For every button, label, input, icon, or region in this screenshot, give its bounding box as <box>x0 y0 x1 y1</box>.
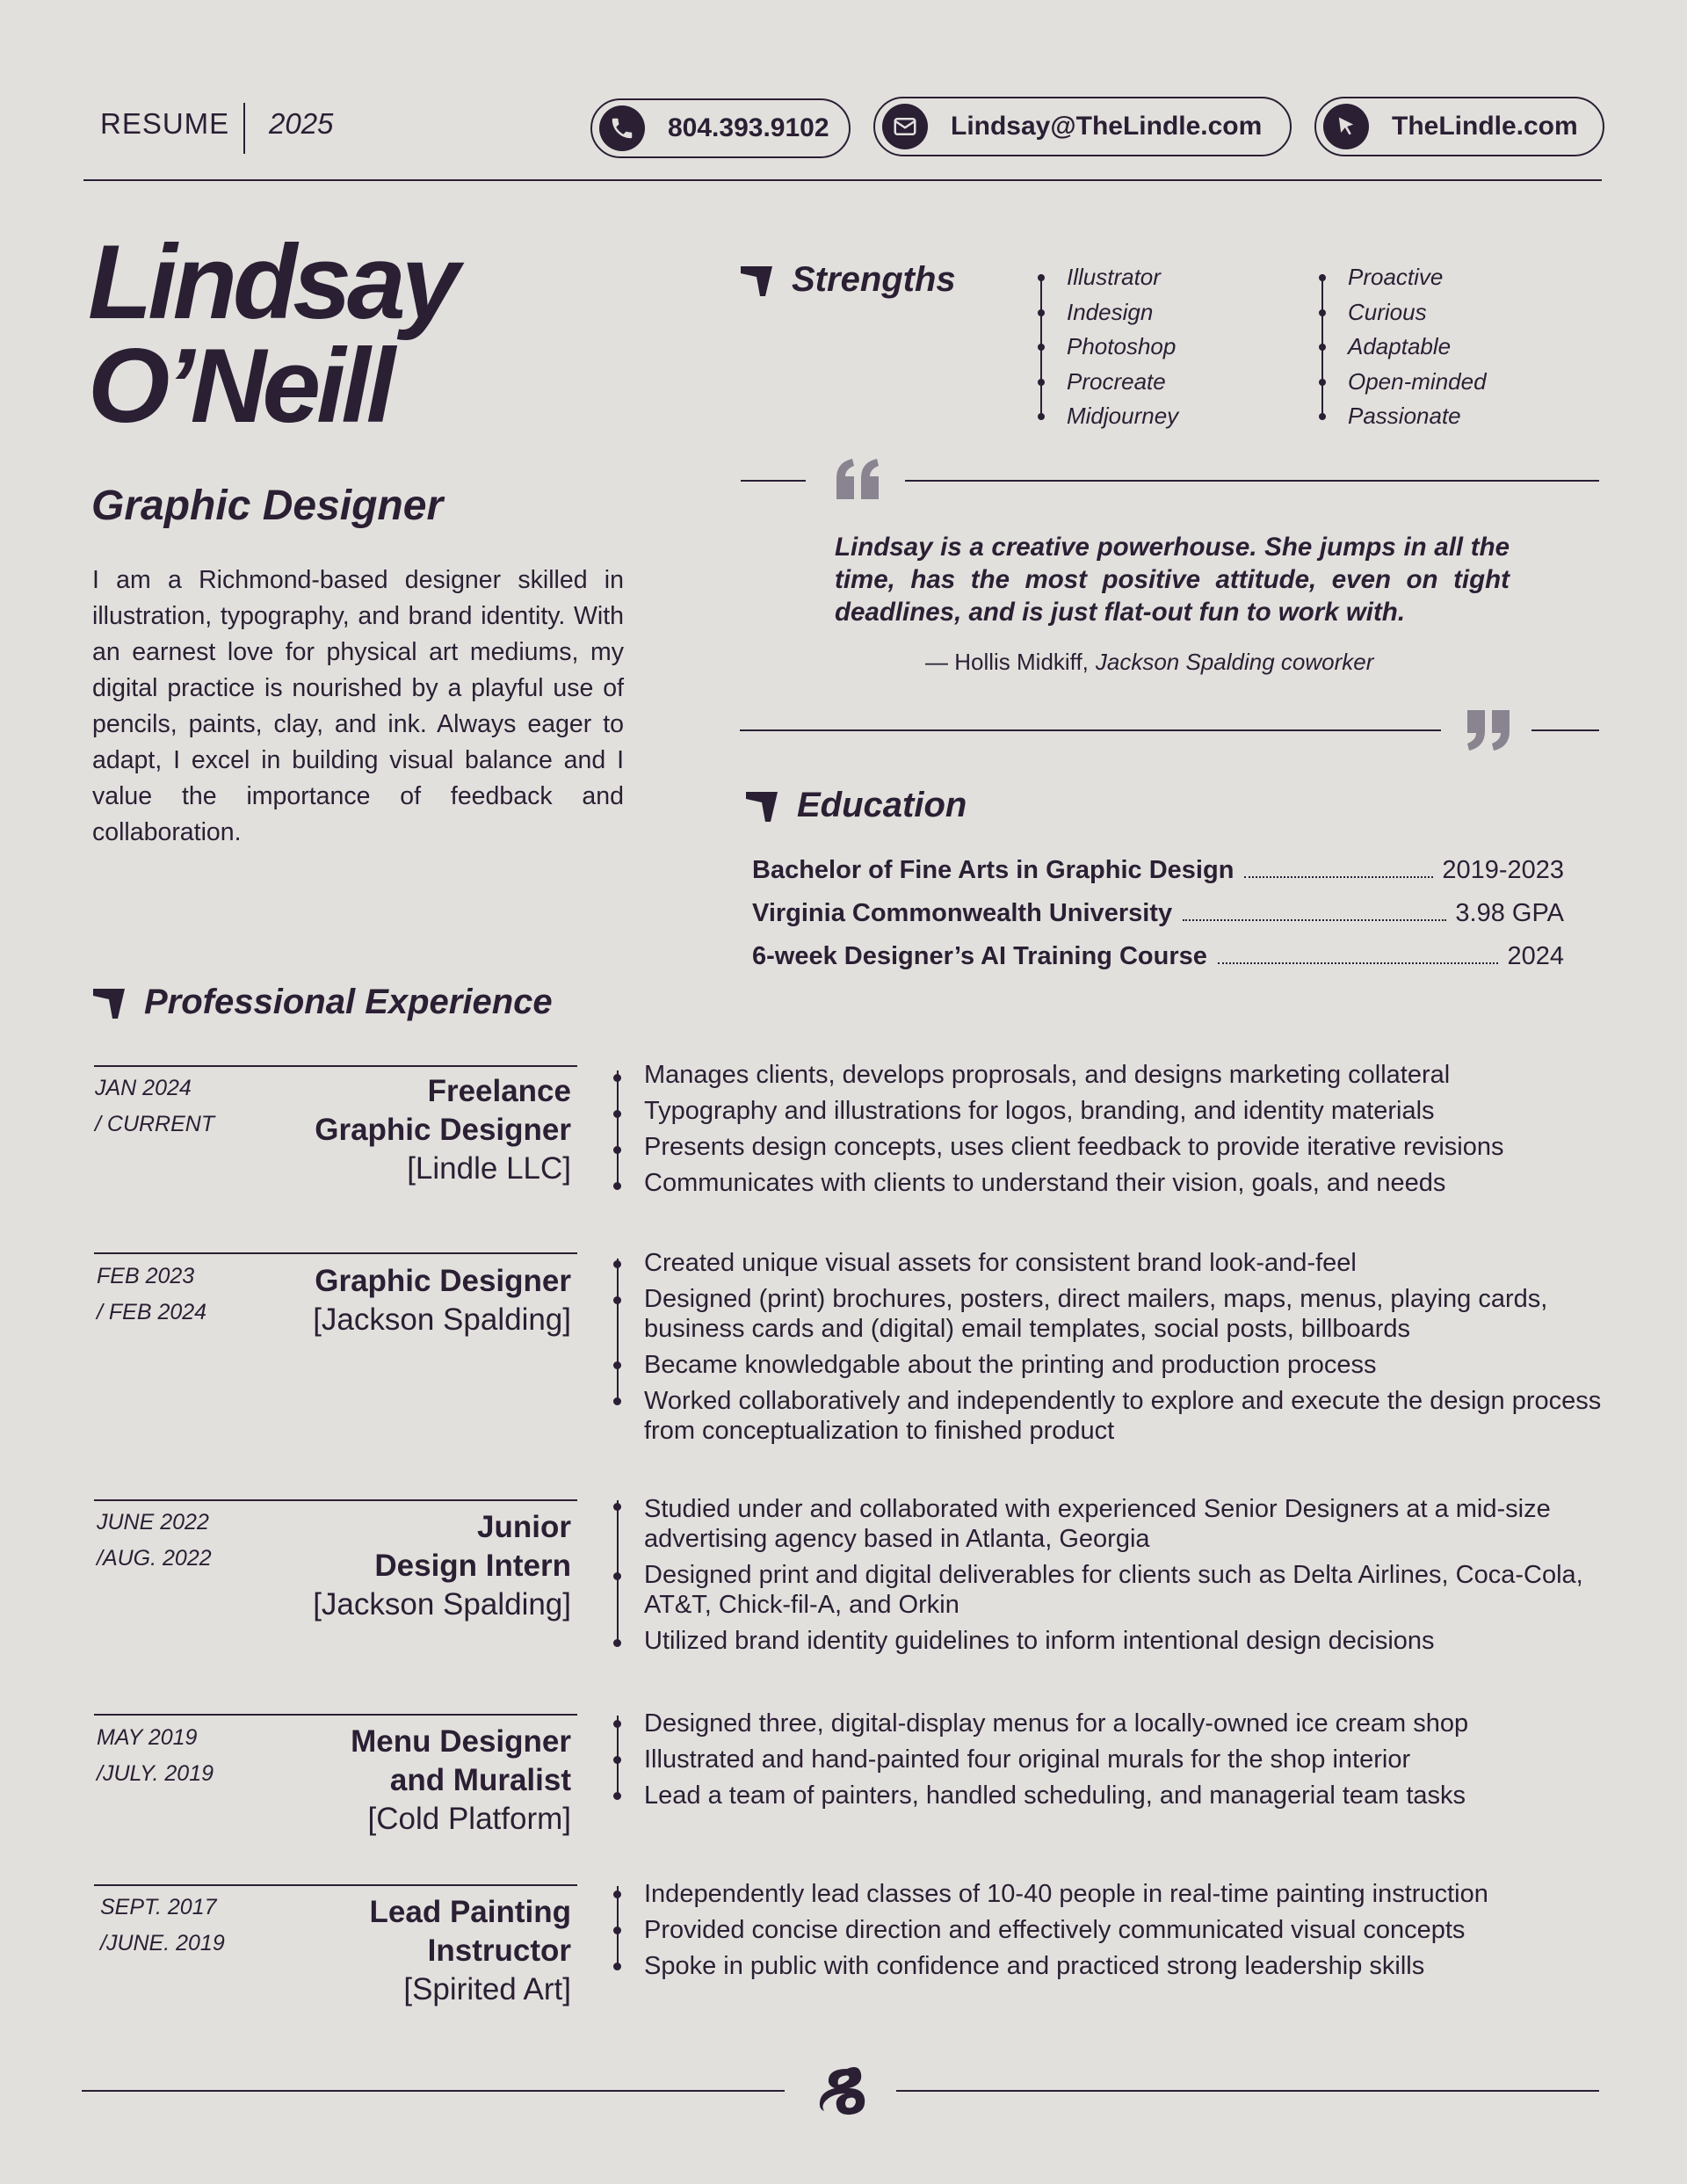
website-pill[interactable] <box>1314 97 1604 156</box>
strengths-title: Strengths <box>792 260 956 299</box>
education-label: Bachelor of Fine Arts in Graphic Design <box>752 856 1234 884</box>
candidate-name <box>88 223 456 445</box>
strengths-heading <box>741 260 956 300</box>
education-value: 2019-2023 <box>1442 856 1564 884</box>
mail-icon <box>882 104 928 149</box>
job-rule <box>94 1884 577 1886</box>
tool-item: Procreate <box>1040 365 1178 400</box>
job-rule <box>94 1714 577 1716</box>
education-item <box>752 842 1564 885</box>
testimonial-author: — Hollis Midkiff, <box>925 649 1089 675</box>
education-item <box>752 885 1564 928</box>
job-bullets <box>644 1879 1611 1987</box>
job-bullets <box>644 1060 1611 1204</box>
job-heading <box>264 1723 571 1839</box>
first-name: Lindsay <box>88 223 456 341</box>
flag-icon <box>93 987 125 1019</box>
quote-bottom-rule-right <box>1531 729 1599 731</box>
job-bullet: Presents design concepts, uses client feedback to provide iterative revisions <box>644 1133 1504 1161</box>
email-address: Lindsay@TheLindle.com <box>951 112 1263 141</box>
job-dates: JAN 2024 / CURRENT <box>95 1076 215 1136</box>
job-bullets <box>644 1248 1611 1452</box>
resume-label: RESUME <box>100 107 230 140</box>
job-dates: MAY 2019 /JULY. 2019 <box>97 1725 214 1786</box>
tool-item: Indesign <box>1040 295 1178 330</box>
resume-year: 2025 <box>269 107 334 140</box>
job-bullet: Created unique visual assets for consistent brand look-and-feel <box>644 1249 1357 1277</box>
job-title: Menu Designer <box>351 1724 571 1759</box>
job-timeline <box>617 1259 619 1399</box>
job-bullet: Provided concise direction and effectively communicated visual concepts <box>644 1916 1466 1944</box>
footer-rule-left <box>82 2090 785 2092</box>
experience-title: Professional Experience <box>144 983 553 1021</box>
education-item <box>752 928 1564 971</box>
job-company: [Lindle LLC] <box>407 1151 571 1186</box>
flag-icon <box>741 265 772 296</box>
tools-list <box>1040 260 1178 434</box>
job-dates: JUNE 2022 /AUG. 2022 <box>97 1510 212 1571</box>
job-heading <box>264 1508 571 1624</box>
job-heading <box>264 1262 571 1339</box>
phone-number: 804.393.9102 <box>668 113 829 142</box>
job-bullets <box>644 1709 1611 1817</box>
job-heading <box>264 1072 571 1188</box>
job-bullet: Utilized brand identity guidelines to inform intentional design decisions <box>644 1627 1435 1655</box>
last-name: O’Neill <box>88 327 392 445</box>
monogram-logo-icon <box>817 2065 870 2116</box>
job-company: [Cold Platform] <box>367 1802 571 1836</box>
job-bullet: Designed print and digital deliverables for clients such as Delta Airlines, Coca-Cola, AT&T, Chick-fil-A, and Orkin <box>644 1561 1583 1619</box>
education-title: Education <box>797 786 967 824</box>
trait-item: Proactive <box>1321 260 1487 295</box>
open-quote-icon <box>835 459 880 499</box>
job-dates: FEB 2023 / FEB 2024 <box>97 1264 207 1324</box>
trait-item: Adaptable <box>1321 330 1487 365</box>
testimonial-attribution <box>925 649 1373 676</box>
job-bullet: Spoke in public with confidence and practiced strong leadership skills <box>644 1952 1425 1980</box>
tool-item: Illustrator <box>1040 260 1178 295</box>
header-divider <box>243 103 245 154</box>
testimonial-author-role: Jackson Spalding coworker <box>1095 649 1374 675</box>
education-label: 6-week Designer’s AI Training Course <box>752 942 1207 970</box>
job-timeline <box>617 1500 619 1643</box>
job-dates: SEPT. 2017 /JUNE. 2019 <box>100 1895 225 1955</box>
job-bullet: Manages clients, develops proprosals, and designs marketing collateral <box>644 1061 1451 1089</box>
tool-item: Photoshop <box>1040 330 1178 365</box>
phone-icon <box>599 105 645 151</box>
job-bullets <box>644 1494 1611 1662</box>
job-bullet: Designed three, digital-display menus for a locally-owned ice cream shop <box>644 1709 1469 1738</box>
job-rule <box>94 1252 577 1254</box>
education-heading <box>746 786 967 825</box>
flag-icon <box>746 790 778 822</box>
close-quote-icon <box>1466 710 1511 751</box>
education-value: 2024 <box>1507 942 1564 970</box>
bio-paragraph: I am a Richmond-based designer skilled in illustration, typography, and brand identity. With an earnest love for physical art mediums, my digital practice is nourished by a playful use of pencils, paints, clay, and ink. Always eager to adapt, I excel in building visual balance and I value the importance of feedback and collaboration. <box>92 566 624 846</box>
job-timeline <box>617 1070 619 1186</box>
job-bullet: Became knowledgable about the printing and production process <box>644 1351 1377 1379</box>
email-pill[interactable] <box>873 97 1292 156</box>
education-list <box>752 842 1564 971</box>
job-title: Instructor <box>427 1934 571 1968</box>
experience-heading <box>93 983 553 1022</box>
quote-bottom-rule-left <box>740 729 1441 731</box>
job-title: Graphic Designer <box>315 1113 571 1147</box>
job-title: Design Intern <box>374 1549 571 1583</box>
footer-rule-right <box>896 2090 1599 2092</box>
education-label: Virginia Commonwealth University <box>752 899 1173 927</box>
header-rule <box>83 179 1602 181</box>
job-bullet: Worked collaboratively and independently to explore and execute the design process from conceptualization to finished product <box>644 1387 1602 1445</box>
website-url: TheLindle.com <box>1392 112 1578 141</box>
phone-pill[interactable] <box>590 98 851 158</box>
job-heading <box>264 1893 571 2009</box>
job-title: Junior <box>477 1510 571 1544</box>
job-company: [Spirited Art] <box>403 1972 571 2006</box>
testimonial-quote: Lindsay is a creative powerhouse. She jumps in all the time, has the most positive attitude, even on tight deadlines, and is just flat-out fun to work with. <box>835 533 1510 627</box>
cursor-icon <box>1323 104 1369 149</box>
job-title: and Muralist <box>389 1763 571 1797</box>
job-title: Freelance <box>427 1074 571 1108</box>
trait-item: Passionate <box>1321 399 1487 434</box>
trait-item: Curious <box>1321 295 1487 330</box>
trait-item: Open-minded <box>1321 365 1487 400</box>
job-title: Graphic Designer <box>315 1264 571 1298</box>
job-bullet: Illustrated and hand-painted four original murals for the shop interior <box>644 1745 1411 1774</box>
job-bullet: Typography and illustrations for logos, branding, and identity materials <box>644 1097 1435 1125</box>
education-value: 3.98 GPA <box>1455 899 1564 927</box>
job-bullet: Independently lead classes of 10-40 people in real-time painting instruction <box>644 1880 1488 1908</box>
job-role: Graphic Designer <box>91 483 444 529</box>
quote-rule-left <box>741 480 806 482</box>
job-rule <box>94 1499 577 1501</box>
job-bullet: Studied under and collaborated with experienced Senior Designers at a mid-size advertising agency based in Atlanta, Georgia <box>644 1495 1551 1553</box>
job-rule <box>94 1065 577 1067</box>
job-company: [Jackson Spalding] <box>313 1587 571 1622</box>
job-bullet: Communicates with clients to understand their vision, goals, and needs <box>644 1169 1446 1197</box>
traits-list <box>1321 260 1487 434</box>
job-company: [Jackson Spalding] <box>313 1302 571 1337</box>
job-title: Lead Painting <box>369 1895 571 1929</box>
job-bullet: Lead a team of painters, handled scheduling, and managerial team tasks <box>644 1781 1466 1810</box>
quote-rule-right <box>905 480 1599 482</box>
tool-item: Midjourney <box>1040 399 1178 434</box>
job-bullet: Designed (print) brochures, posters, direct mailers, maps, menus, playing cards, business cards and (digital) email templates, social posts, billboards <box>644 1285 1548 1343</box>
